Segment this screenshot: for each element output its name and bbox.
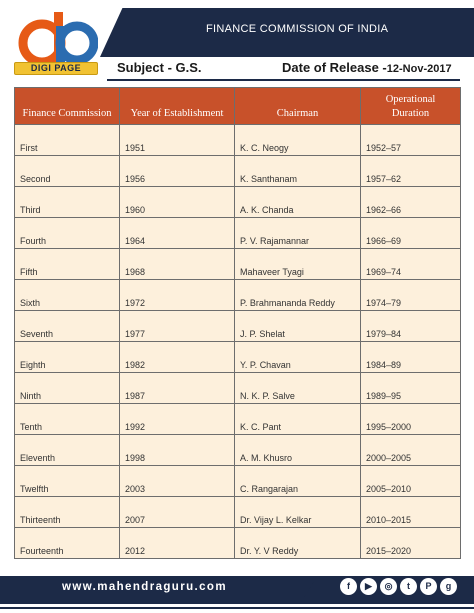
cell-chairman: Mahaveer Tyagi bbox=[235, 249, 361, 280]
table-row bbox=[15, 311, 461, 342]
cell-year: 2003 bbox=[120, 466, 235, 497]
youtube-icon[interactable]: ▶ bbox=[360, 578, 377, 595]
cell-year: 1998 bbox=[120, 435, 235, 466]
header-divider bbox=[107, 79, 460, 81]
cell-commission: Seventh bbox=[15, 311, 120, 342]
cell-duration: 2000–2005 bbox=[361, 435, 461, 466]
table-row bbox=[15, 373, 461, 404]
page-header bbox=[0, 0, 474, 82]
website-link[interactable]: www.mahendraguru.com bbox=[62, 581, 227, 593]
cell-year: 1982 bbox=[120, 342, 235, 373]
cell-chairman: N. K. P. Salve bbox=[235, 373, 361, 404]
table-row bbox=[15, 404, 461, 435]
column-header-commission: Finance Commission bbox=[15, 88, 120, 125]
cell-duration: 1989–95 bbox=[361, 373, 461, 404]
facebook-icon[interactable]: f bbox=[340, 578, 357, 595]
table-row bbox=[15, 218, 461, 249]
cell-chairman: Y. P. Chavan bbox=[235, 342, 361, 373]
table-row bbox=[15, 125, 461, 156]
cell-commission: Ninth bbox=[15, 373, 120, 404]
google-plus-icon[interactable]: g bbox=[440, 578, 457, 595]
page-title: FINANCE COMMISSION OF INDIA bbox=[206, 23, 389, 35]
cell-chairman: P. V. Rajamannar bbox=[235, 218, 361, 249]
cell-chairman: A. K. Chanda bbox=[235, 187, 361, 218]
cell-year: 2012 bbox=[120, 528, 235, 559]
cell-duration: 2010–2015 bbox=[361, 497, 461, 528]
cell-duration: 1995–2000 bbox=[361, 404, 461, 435]
table-row bbox=[15, 249, 461, 280]
cell-commission: First bbox=[15, 125, 120, 156]
cell-duration: 1962–66 bbox=[361, 187, 461, 218]
cell-duration: 1969–74 bbox=[361, 249, 461, 280]
cell-year: 2007 bbox=[120, 497, 235, 528]
cell-commission: Second bbox=[15, 156, 120, 187]
social-icons bbox=[340, 578, 457, 595]
table-row bbox=[15, 187, 461, 218]
cell-chairman: K. C. Neogy bbox=[235, 125, 361, 156]
column-header-year: Year of Establishment bbox=[120, 88, 235, 125]
release-date: 12-Nov-2017 bbox=[386, 63, 452, 75]
cell-year: 1992 bbox=[120, 404, 235, 435]
finance-commission-table bbox=[14, 87, 461, 559]
subject-label: Subject - G.S. bbox=[117, 60, 202, 75]
cell-commission: Twelfth bbox=[15, 466, 120, 497]
footer-rule bbox=[0, 607, 474, 609]
cell-duration: 2015–2020 bbox=[361, 528, 461, 559]
cell-duration: 1966–69 bbox=[361, 218, 461, 249]
cell-commission: Tenth bbox=[15, 404, 120, 435]
cell-duration: 1974–79 bbox=[361, 280, 461, 311]
cell-duration: 1984–89 bbox=[361, 342, 461, 373]
cell-year: 1960 bbox=[120, 187, 235, 218]
cell-commission: Eighth bbox=[15, 342, 120, 373]
pinterest-icon[interactable]: P bbox=[420, 578, 437, 595]
cell-commission: Fourth bbox=[15, 218, 120, 249]
table-row bbox=[15, 497, 461, 528]
cell-commission: Thirteenth bbox=[15, 497, 120, 528]
cell-chairman: A. M. Khusro bbox=[235, 435, 361, 466]
table-header-row bbox=[15, 88, 461, 125]
release-label: Date of Release - bbox=[282, 60, 387, 75]
cell-chairman: K. C. Pant bbox=[235, 404, 361, 435]
cell-duration: 2005–2010 bbox=[361, 466, 461, 497]
table-row bbox=[15, 528, 461, 559]
cell-commission: Third bbox=[15, 187, 120, 218]
release-info bbox=[282, 60, 452, 75]
cell-commission: Fourteenth bbox=[15, 528, 120, 559]
cell-commission: Fifth bbox=[15, 249, 120, 280]
column-header-duration: Operational Duration bbox=[361, 88, 461, 125]
cell-year: 1987 bbox=[120, 373, 235, 404]
twitter-icon[interactable]: t bbox=[400, 578, 417, 595]
table-body bbox=[15, 125, 461, 559]
table-row bbox=[15, 156, 461, 187]
cell-year: 1964 bbox=[120, 218, 235, 249]
cell-year: 1956 bbox=[120, 156, 235, 187]
cell-year: 1977 bbox=[120, 311, 235, 342]
table-row bbox=[15, 280, 461, 311]
cell-year: 1968 bbox=[120, 249, 235, 280]
cell-chairman: Dr. Vijay L. Kelkar bbox=[235, 497, 361, 528]
column-header-chairman: Chairman bbox=[235, 88, 361, 125]
table-row bbox=[15, 342, 461, 373]
table-row bbox=[15, 435, 461, 466]
cell-chairman: Dr. Y. V Reddy bbox=[235, 528, 361, 559]
cell-duration: 1952–57 bbox=[361, 125, 461, 156]
cell-chairman: C. Rangarajan bbox=[235, 466, 361, 497]
cell-commission: Sixth bbox=[15, 280, 120, 311]
cell-year: 1972 bbox=[120, 280, 235, 311]
cell-chairman: K. Santhanam bbox=[235, 156, 361, 187]
cell-chairman: P. Brahmananda Reddy bbox=[235, 280, 361, 311]
cell-duration: 1979–84 bbox=[361, 311, 461, 342]
cell-chairman: J. P. Shelat bbox=[235, 311, 361, 342]
instagram-icon[interactable]: ◎ bbox=[380, 578, 397, 595]
cell-year: 1951 bbox=[120, 125, 235, 156]
cell-commission: Eleventh bbox=[15, 435, 120, 466]
digi-page-badge: DIGI PAGE bbox=[14, 62, 98, 75]
cell-duration: 1957–62 bbox=[361, 156, 461, 187]
table-row bbox=[15, 466, 461, 497]
